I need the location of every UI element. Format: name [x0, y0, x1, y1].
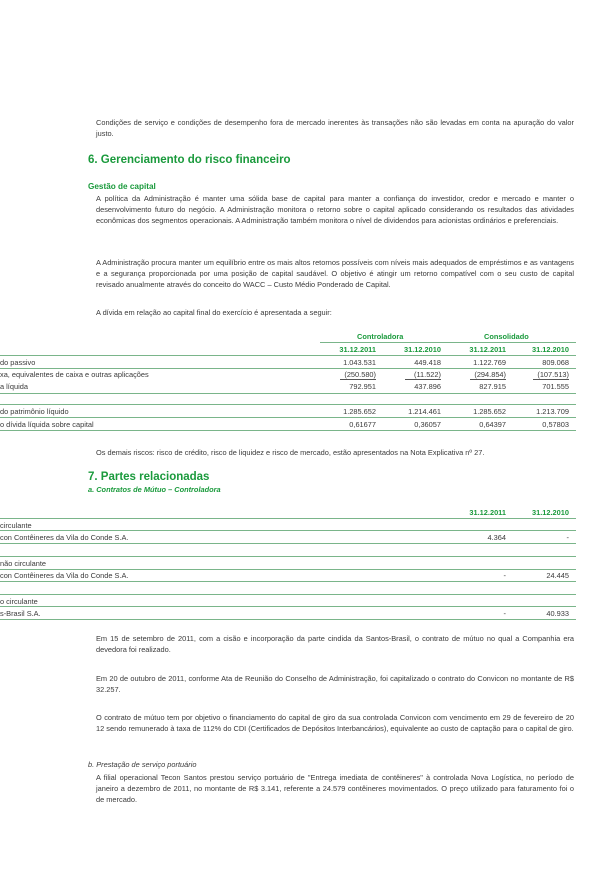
row-label: s-Brasil S.A.	[0, 609, 41, 618]
date-col-1: 31.12.2011	[339, 345, 376, 354]
cell: 0,61677	[349, 420, 376, 429]
group-label: circulante	[0, 521, 32, 530]
section-7-paragraph-2: Em 20 de outubro de 2011, conforme Ata de Reunião do Conselho de Administração, foi capitalizado o contrato do Convicon no montante de R$ 32.257.	[96, 674, 574, 694]
section-7-title: 7. Partes relacionadas	[88, 471, 210, 483]
row-label: con Contêineres da Vila do Conde S.A.	[0, 533, 129, 542]
cell: 449.418	[414, 358, 441, 367]
cell: 792.951	[349, 382, 376, 391]
row-rule	[0, 417, 576, 418]
intro-paragraph: Condições de serviço e condições de desempenho fora de mercado inerentes às transações não são levadas em conta na apuração do valor justo.	[96, 118, 574, 138]
cell: -	[566, 533, 569, 542]
row-rule	[0, 430, 576, 431]
cell: 827.915	[479, 382, 506, 391]
cell: 0,64397	[479, 420, 506, 429]
row-label: xa, equivalentes de caixa e outras aplicações	[0, 370, 149, 379]
cell: 809.068	[542, 358, 569, 367]
date-col-3: 31.12.2011	[469, 345, 506, 354]
row-rule	[0, 594, 576, 595]
group-label: não circulante	[0, 559, 47, 568]
cell: 40.933	[546, 609, 569, 618]
cell: 1.122.769	[473, 358, 506, 367]
cell: -	[503, 609, 506, 618]
row-label: con Contêineres da Vila do Conde S.A.	[0, 571, 129, 580]
cell: 0,57803	[542, 420, 569, 429]
date-col-2: 31.12.2010	[404, 345, 441, 354]
row-label: do patrimônio líquido	[0, 407, 69, 416]
section-6-paragraph-3: A dívida em relação ao capital final do exercício é apresentada a seguir:	[96, 308, 332, 317]
date-col-4: 31.12.2010	[532, 345, 569, 354]
header-rule	[0, 355, 576, 356]
section-6-paragraph-1: A política da Administração é manter uma sólida base de capital para manter a confiança do investidor, credor e mercado e manter o desenvolvimento futuro do negócio. A Administração monitora o retorno sobre o capital aplicado considerando os resultados das atividades econômicas dos segmentos operacionais. A Administração também monitora o nível de dividendos para acionistas ordinários e preferenciais.	[96, 194, 574, 225]
section-7-subtitle-b: b. Prestação de serviço portuário	[88, 760, 197, 769]
row-label: o dívida líquida sobre capital	[0, 420, 94, 429]
section-7-paragraph-3: O contrato de mútuo tem por objetivo o financiamento do capital de giro da sua controlada Convicon com vencimento em 29 de fevereiro de 20 12 sendo remunerado à taxa de 112% do CDI (Certificados de Depósitos Interbancários), equivalente ao custo de captação para o capital de giro.	[96, 713, 574, 733]
row-label: do passivo	[0, 358, 36, 367]
cell: 1.043.531	[343, 358, 376, 367]
cell: 1.214.461	[408, 407, 441, 416]
section-6-subtitle: Gestão de capital	[88, 182, 156, 191]
row-rule	[0, 530, 576, 531]
header-rule	[0, 518, 576, 519]
subtotal-underline	[340, 379, 376, 380]
group-header-underline	[320, 342, 576, 343]
cell: -	[503, 571, 506, 580]
cell: 0,36057	[414, 420, 441, 429]
subtotal-underline	[405, 379, 441, 380]
row-rule	[0, 606, 576, 607]
section-6-paragraph-2: A Administração procura manter um equilíbrio entre os mais altos retornos possíveis com níveis mais adequados de empréstimos e as vantagens e a segurança proporcionada por uma posição de capital saudável. O objetivo é atingir um retorno compatível com o seu custo de capital revisado anualmente através do conceito do WACC – Custo Médio Ponderado de Capital.	[96, 258, 574, 289]
cell: 701.555	[542, 382, 569, 391]
other-risks-paragraph: Os demais riscos: risco de crédito, risco de liquidez e risco de mercado, estão apresentados na Nota Explicativa nº 27.	[96, 448, 485, 457]
row-rule	[0, 393, 576, 394]
group-label: o circulante	[0, 597, 38, 606]
table-row	[0, 381, 576, 393]
subtotal-underline	[470, 379, 506, 380]
section-7-paragraph-1: Em 15 de setembro de 2011, com a cisão e incorporação da parte cindida da Santos-Brasil, o contrato de mútuo no qual a Companhia era devedora foi realizado.	[96, 634, 574, 654]
row-rule	[0, 404, 576, 405]
row-rule	[0, 543, 576, 544]
group-consolidado: Consolidado	[484, 332, 529, 341]
cell: 1.213.709	[536, 407, 569, 416]
row-rule	[0, 556, 576, 557]
row-rule	[0, 619, 576, 620]
group-controladora: Controladora	[357, 332, 404, 341]
cell: 4.364	[487, 533, 506, 542]
subtotal-underline	[533, 379, 569, 380]
cell: 437.896	[414, 382, 441, 391]
cell: (250.580)	[344, 370, 376, 379]
cell: (11.522)	[414, 370, 441, 379]
date-col-1: 31.12.2011	[469, 508, 506, 517]
cell: 1.285.652	[343, 407, 376, 416]
section-7-paragraph-4: A filial operacional Tecon Santos prestou serviço portuário de "Entrega imediata de contêineres" à controlada Nova Logística, no período de janeiro a dezembro de 2011, no montante de R$ 3.141, referente a 24.579 contêineres movimentados. O preço utilizado para faturamento foi o de mercado.	[96, 773, 574, 804]
cell: (294.854)	[474, 370, 506, 379]
date-col-2: 31.12.2010	[532, 508, 569, 517]
row-rule	[0, 581, 576, 582]
cell: 1.285.652	[473, 407, 506, 416]
row-label: a líquida	[0, 382, 28, 391]
section-7-subtitle-a: a. Contratos de Mútuo – Controladora	[88, 485, 221, 494]
section-6-title: 6. Gerenciamento do risco financeiro	[88, 154, 291, 166]
cell: 24.445	[546, 571, 569, 580]
cell: (107.513)	[537, 370, 569, 379]
